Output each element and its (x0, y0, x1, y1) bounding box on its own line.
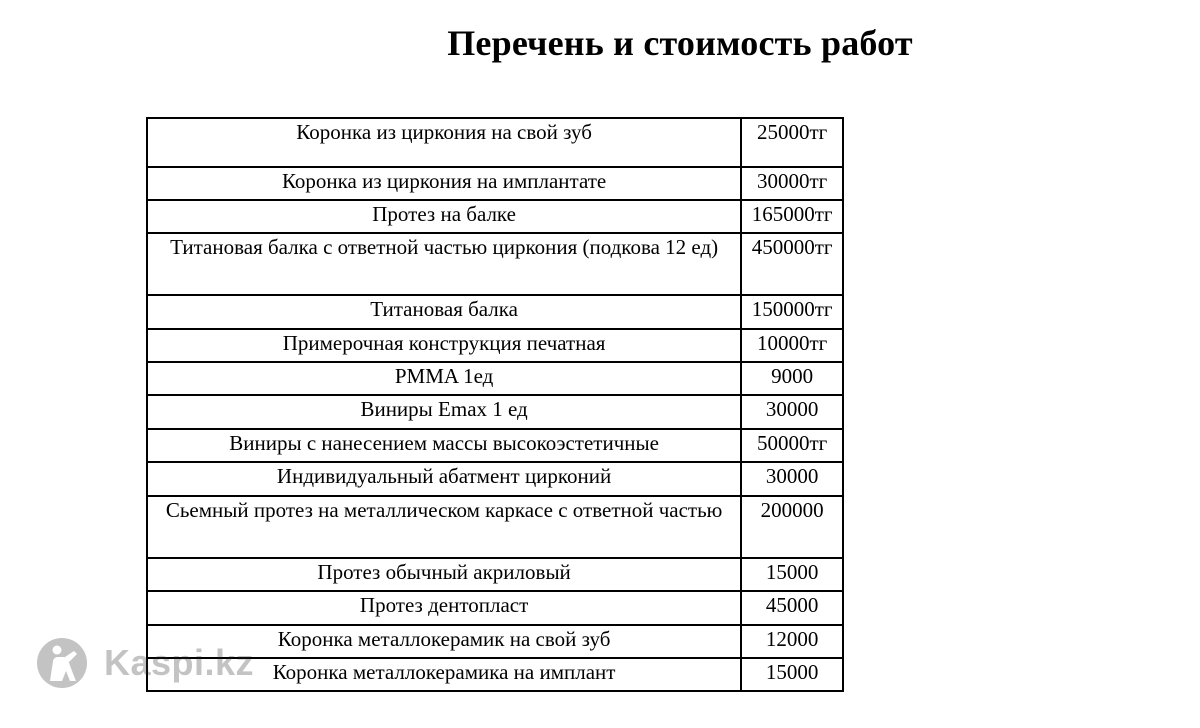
service-name: PMMA 1ед (147, 362, 741, 395)
service-name: Коронка из циркония на свой зуб (147, 118, 741, 167)
table-row (147, 591, 843, 625)
table-row (147, 167, 843, 200)
table-row (147, 200, 843, 233)
service-price: 45000 (741, 591, 843, 625)
price-table (146, 117, 844, 692)
service-name: Виниры с нанесением массы высокоэстетичные (147, 429, 741, 462)
page-title: Перечень и стоимость работ (447, 23, 913, 63)
table-row (147, 395, 843, 429)
service-name: Титановая балка (147, 295, 741, 329)
service-price: 450000тг (741, 233, 843, 295)
kaspi-logo-icon (36, 637, 88, 689)
service-price: 15000 (741, 558, 843, 591)
service-name: Коронка из циркония на имплантате (147, 167, 741, 200)
service-price: 12000 (741, 625, 843, 658)
service-name: Протез обычный акриловый (147, 558, 741, 591)
service-price: 10000тг (741, 329, 843, 362)
service-name: Титановая балка с ответной частью циркония (подкова 12 ед) (147, 233, 741, 295)
service-price: 30000тг (741, 167, 843, 200)
table-row (147, 295, 843, 329)
table-row (147, 233, 843, 295)
service-name: Примерочная конструкция печатная (147, 329, 741, 362)
table-row (147, 362, 843, 395)
table-row (147, 462, 843, 496)
table-row (147, 496, 843, 558)
table-row (147, 329, 843, 362)
service-price: 9000 (741, 362, 843, 395)
table-row (147, 558, 843, 591)
service-price: 165000тг (741, 200, 843, 233)
table-row (147, 118, 843, 167)
service-name: Коронка металлокерамика на имплант (147, 658, 741, 691)
service-name: Протез на балке (147, 200, 741, 233)
kaspi-watermark (36, 637, 254, 689)
service-name: Коронка металлокерамик на свой зуб (147, 625, 741, 658)
service-name: Сьемный протез на металлическом каркасе с ответной частью (147, 496, 741, 558)
service-name: Протез дентопласт (147, 591, 741, 625)
service-price: 25000тг (741, 118, 843, 167)
service-price: 30000 (741, 462, 843, 496)
service-price: 150000тг (741, 295, 843, 329)
service-price: 50000тг (741, 429, 843, 462)
service-price: 200000 (741, 496, 843, 558)
table-row (147, 429, 843, 462)
service-price: 30000 (741, 395, 843, 429)
service-name: Индивидуальный абатмент цирконий (147, 462, 741, 496)
service-name: Виниры Emax 1 ед (147, 395, 741, 429)
watermark-text: Kaspi.kz (104, 642, 255, 683)
service-price: 15000 (741, 658, 843, 691)
